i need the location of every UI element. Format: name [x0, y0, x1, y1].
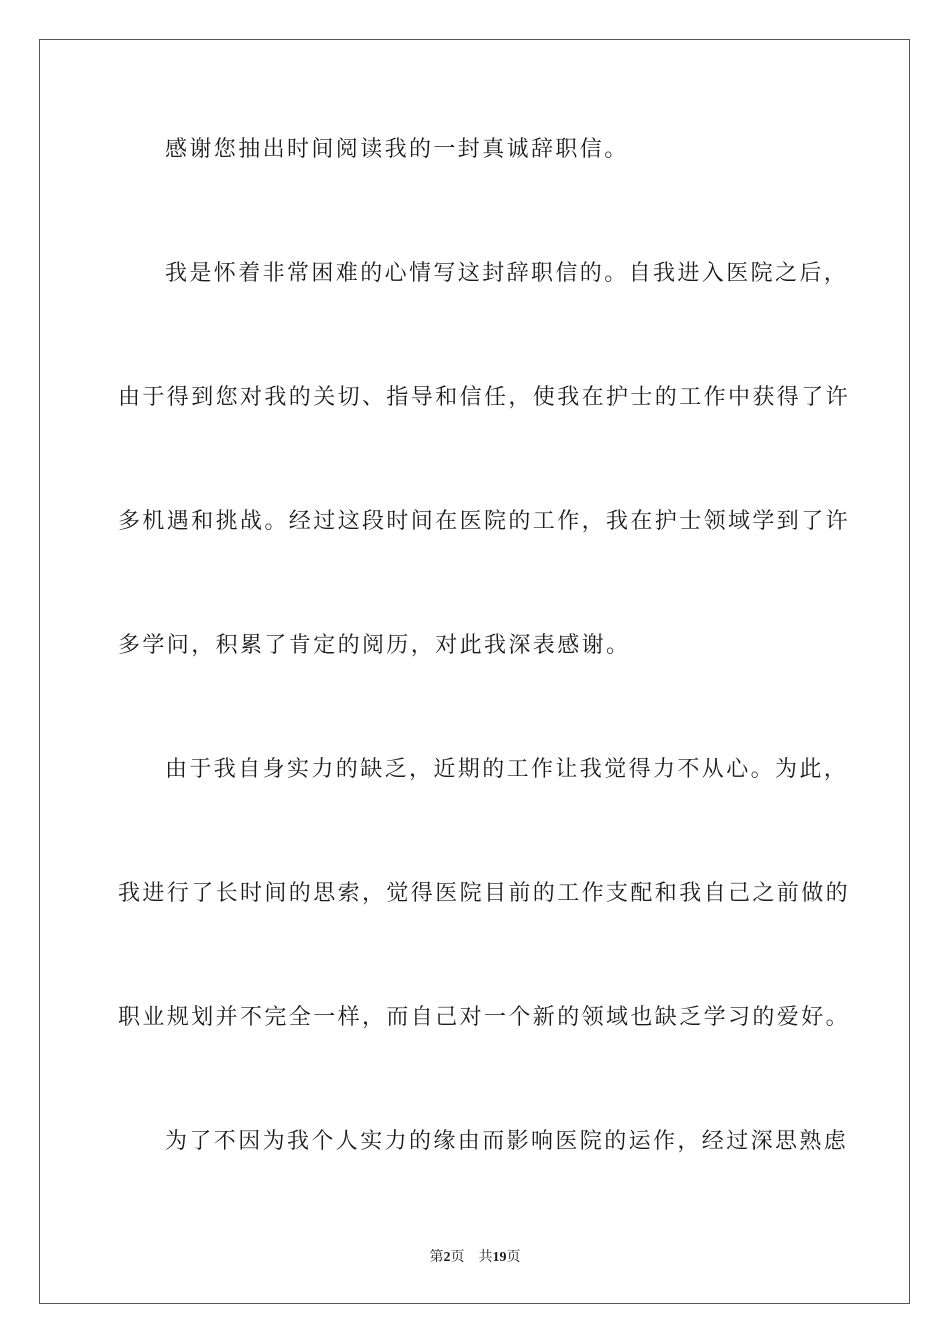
text-line-5: 多学问，积累了肯定的阅历，对此我深表感谢。	[118, 633, 631, 658]
text-line-1: 感谢您抽出时间阅读我的一封真诚辞职信。	[165, 137, 629, 162]
text-line-4: 多机遇和挑战。经过这段时间在医院的工作，我在护士领域学到了许	[118, 509, 851, 534]
page-footer	[0, 1248, 950, 1267]
total-pages: 19	[492, 1250, 507, 1265]
page-number: 2	[443, 1250, 451, 1265]
text-line-3: 由于得到您对我的关切、指导和信任，使我在护士的工作中获得了许	[118, 385, 851, 410]
text-line-7: 我进行了长时间的思索，觉得医院目前的工作支配和我自己之前做的	[118, 881, 851, 906]
total-pages-indicator: 共19页	[478, 1249, 521, 1265]
text-line-9: 为了不因为我个人实力的缘由而影响医院的运作，经过深思熟虑	[165, 1129, 849, 1154]
text-line-2: 我是怀着非常困难的心情写这封辞职信的。自我进入医院之后，	[165, 261, 849, 286]
page-frame	[39, 39, 910, 1304]
text-line-6: 由于我自身实力的缺乏，近期的工作让我觉得力不从心。为此，	[165, 757, 849, 782]
page-indicator: 第2页	[429, 1249, 465, 1265]
text-line-8: 职业规划并不完全一样，而自己对一个新的领域也缺乏学习的爱好。	[118, 1005, 851, 1030]
